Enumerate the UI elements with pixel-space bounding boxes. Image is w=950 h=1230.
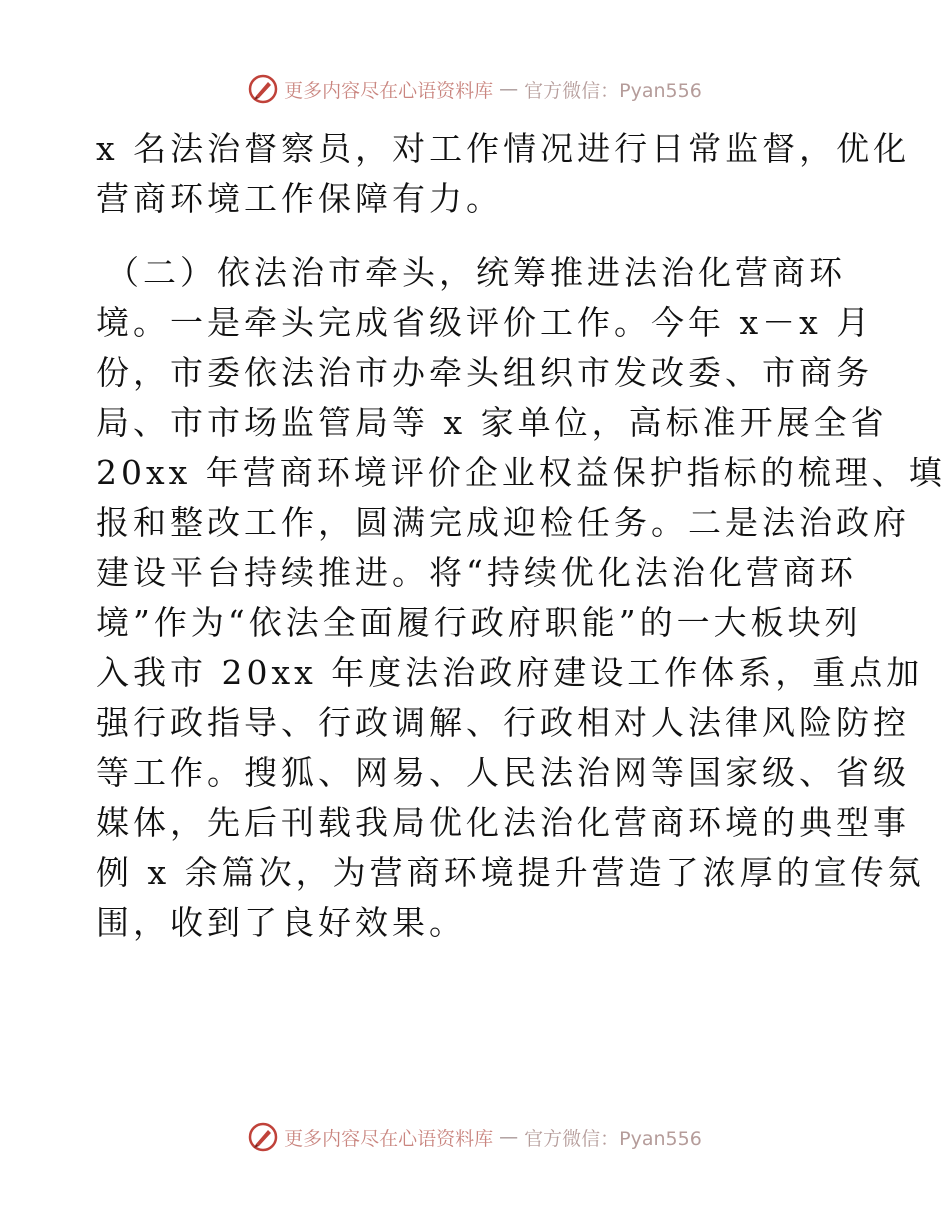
text-line: 营商环境工作保障有力。	[96, 179, 503, 218]
text-line: 建设平台持续推进。将“持续优化法治化营商环	[96, 553, 857, 592]
pen-logo-icon	[248, 1122, 278, 1152]
watermark-contact-text: 官方微信：Pyan556	[524, 79, 702, 102]
text-line: 20xx 年营商环境评价企业权益保护指标的梳理、填	[96, 453, 946, 492]
text-line: 入我市 20xx 年度法治政府建设工作体系，重点加	[96, 653, 924, 692]
header-watermark	[0, 74, 950, 104]
text-line: 境。一是牵头完成省级评价工作。今年 x－x 月	[96, 303, 874, 342]
text-line: 例 x 余篇次，为营商环境提升营造了浓厚的宣传氛	[96, 853, 925, 892]
text-line: 份，市委依法治市办牵头组织市发改委、市商务	[96, 353, 873, 392]
paragraph-1	[96, 124, 911, 224]
text-line: 等工作。搜狐、网易、人民法治网等国家级、省级	[96, 753, 910, 792]
watermark-separator: —	[499, 1126, 519, 1148]
paragraph-gap	[96, 224, 856, 248]
watermark-contact-text: 官方微信：Pyan556	[524, 1127, 702, 1150]
text-line: x 名法治督察员，对工作情况进行日常监督，优化	[96, 129, 911, 168]
watermark-separator: —	[499, 78, 519, 100]
text-line: 境”作为“依法全面履行政府职能”的一大板块列	[96, 603, 862, 642]
document-body	[96, 124, 946, 948]
text-line: 围，收到了良好效果。	[96, 903, 466, 942]
pen-logo-icon	[248, 74, 278, 104]
text-line: 强行政指导、行政调解、行政相对人法律风险防控	[96, 703, 910, 742]
footer-watermark	[0, 1122, 950, 1152]
text-line: （二）依法治市牵头，统筹推进法治化营商环	[106, 253, 846, 292]
watermark-lead-text: 更多内容尽在心语资料库	[284, 79, 494, 102]
text-line: 局、市市场监管局等 x 家单位，高标准开展全省	[96, 403, 888, 442]
text-line: 报和整改工作，圆满完成迎检任务。二是法治政府	[96, 503, 910, 542]
text-line: 媒体，先后刊载我局优化法治化营商环境的典型事	[96, 803, 910, 842]
paragraph-2	[96, 248, 946, 948]
watermark-lead-text: 更多内容尽在心语资料库	[284, 1127, 494, 1150]
